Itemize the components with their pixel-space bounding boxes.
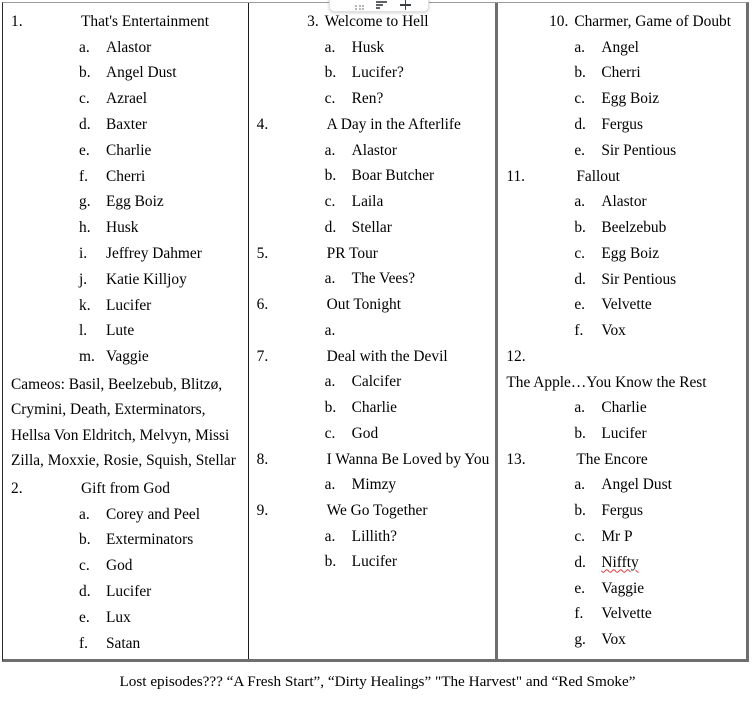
character-letter: d. xyxy=(79,582,91,600)
episode-item[interactable] xyxy=(257,241,490,267)
cameos-note: Cameos: Basil, Beelzebub, Blitzø, Crymini, Death, Exterminators, Hellsa Von Eldritch, Melvyn, Missi Zilla, Moxxie, Rosie, Squish, Stellar xyxy=(11,375,236,470)
character-name: Calcifer xyxy=(351,373,402,391)
character-name: Fergus xyxy=(601,115,643,133)
character-letter: i. xyxy=(79,244,88,262)
character-letter: c. xyxy=(324,193,336,211)
episode-number: 7. xyxy=(256,347,269,365)
character-item[interactable] xyxy=(11,267,242,293)
character-name: Lucifer xyxy=(351,553,397,571)
episode-item[interactable] xyxy=(257,498,490,524)
episode-number: 8. xyxy=(256,450,269,468)
character-item[interactable] xyxy=(11,164,242,190)
character-name: Charlie xyxy=(601,399,647,417)
character-letter: f. xyxy=(574,605,584,623)
character-item[interactable] xyxy=(257,369,490,395)
episode-item[interactable] xyxy=(506,447,740,473)
episode-title: Charmer, Game of Doubt xyxy=(574,13,732,30)
character-item[interactable] xyxy=(257,472,490,498)
character-item[interactable] xyxy=(506,601,740,627)
character-item[interactable] xyxy=(257,86,490,112)
character-item[interactable] xyxy=(506,138,740,164)
character-name: Stellar xyxy=(351,218,392,236)
character-letter: b. xyxy=(79,531,91,549)
character-name: Satan xyxy=(106,634,141,652)
character-letter: c. xyxy=(574,244,586,262)
character-item[interactable] xyxy=(11,605,242,631)
character-letter: d. xyxy=(574,553,586,571)
character-name: Vox xyxy=(601,322,626,340)
character-letter: e. xyxy=(79,141,90,159)
episode-title: That's Entertainment xyxy=(81,13,209,30)
character-name: Lucifer xyxy=(106,296,152,314)
character-name: Niffty xyxy=(601,553,639,571)
character-item[interactable] xyxy=(506,86,740,112)
episode-item[interactable] xyxy=(257,9,490,35)
episode-number: 1. xyxy=(11,13,23,30)
character-name: Lucifer xyxy=(106,582,152,600)
character-letter: e. xyxy=(574,579,586,597)
episode-number: 5. xyxy=(256,244,269,262)
character-letter: d. xyxy=(574,115,586,133)
character-letter: a. xyxy=(574,476,586,494)
character-letter: a. xyxy=(574,399,586,417)
character-item[interactable] xyxy=(11,215,242,241)
character-name: Baxter xyxy=(106,115,148,133)
character-item[interactable] xyxy=(11,60,242,86)
character-item[interactable] xyxy=(257,189,490,215)
character-letter: d. xyxy=(574,270,586,288)
character-name: Angel xyxy=(601,38,639,56)
character-name: Velvette xyxy=(601,605,652,623)
character-letter: b. xyxy=(324,64,337,82)
character-letter: g. xyxy=(79,193,91,211)
character-name: Charlie xyxy=(351,398,397,416)
character-letter: f. xyxy=(79,634,88,652)
character-item[interactable] xyxy=(11,502,242,528)
character-item[interactable] xyxy=(506,35,740,61)
character-item[interactable] xyxy=(506,241,740,267)
character-letter: d. xyxy=(79,115,91,133)
character-letter: f. xyxy=(79,167,88,185)
character-name: Alastor xyxy=(351,141,397,159)
episode-item[interactable] xyxy=(506,344,740,395)
episode-title: The Encore xyxy=(576,450,648,468)
character-name: Mimzy xyxy=(351,476,397,494)
character-item[interactable] xyxy=(257,215,490,241)
character-name: God xyxy=(351,424,379,442)
character-letter: e. xyxy=(574,296,586,314)
episode-title: Gift from God xyxy=(81,479,170,497)
character-name: Husk xyxy=(351,38,385,56)
character-name: Vox xyxy=(601,631,626,649)
text-align-left-icon[interactable] xyxy=(376,1,387,10)
episode-number: 9. xyxy=(256,501,269,519)
character-letter: a. xyxy=(324,476,336,494)
character-letter: a. xyxy=(324,141,336,159)
episode-number: 6. xyxy=(256,296,269,314)
character-letter: k. xyxy=(79,296,91,314)
character-letter: c. xyxy=(324,424,336,442)
floating-format-toolbar[interactable] xyxy=(329,0,429,12)
character-letter: f. xyxy=(574,322,584,340)
character-name: Lute xyxy=(106,322,135,340)
character-letter: c. xyxy=(574,90,586,108)
character-item[interactable] xyxy=(257,421,490,447)
episode-number: 11. xyxy=(506,167,526,185)
character-letter: b. xyxy=(574,502,586,520)
character-item[interactable] xyxy=(506,189,740,215)
character-name: Jeffrey Dahmer xyxy=(106,244,202,262)
character-name: Lillith? xyxy=(351,527,397,545)
character-item[interactable] xyxy=(11,241,242,267)
episode-title: We Go Together xyxy=(326,501,428,519)
character-letter: l. xyxy=(79,322,88,340)
character-letter: g. xyxy=(574,631,586,649)
character-item[interactable] xyxy=(11,35,242,61)
character-item[interactable] xyxy=(11,553,242,579)
character-name: Ren? xyxy=(351,90,384,108)
character-item[interactable] xyxy=(506,472,740,498)
character-name: Sir Pentious xyxy=(601,270,677,288)
character-item[interactable] xyxy=(506,576,740,602)
lost-episodes-note: Lost episodes??? “A Fresh Start”, “Dirty Healings” "The Harvest" and “Red Smoke” xyxy=(119,673,636,690)
character-item[interactable] xyxy=(11,293,242,319)
character-item[interactable] xyxy=(506,292,740,318)
character-name: Corey and Peel xyxy=(106,505,201,523)
episode-item[interactable] xyxy=(257,344,490,370)
character-name: The Vees? xyxy=(351,270,416,288)
character-item[interactable] xyxy=(11,318,242,344)
character-letter: a. xyxy=(574,193,586,211)
character-item[interactable] xyxy=(257,163,490,189)
character-item[interactable] xyxy=(506,395,740,421)
character-name: Beelzebub xyxy=(601,218,667,236)
character-name: Mr P xyxy=(601,527,633,545)
character-name: Egg Boiz xyxy=(106,193,164,211)
episode-title: PR Tour xyxy=(326,244,378,262)
character-name: Velvette xyxy=(601,296,652,314)
character-item[interactable] xyxy=(257,138,490,164)
drag-dots-icon[interactable] xyxy=(355,5,364,11)
character-letter: c. xyxy=(574,527,586,545)
character-item[interactable] xyxy=(506,524,740,550)
character-item[interactable] xyxy=(11,527,242,553)
character-letter: b. xyxy=(324,398,337,416)
character-name: Cherri xyxy=(601,64,641,82)
episode-title: Out Tonight xyxy=(326,296,401,314)
character-item[interactable] xyxy=(506,215,740,241)
character-item[interactable] xyxy=(257,549,490,575)
character-letter: e. xyxy=(574,141,586,159)
character-name: Cherri xyxy=(106,167,146,185)
character-letter: b. xyxy=(574,64,586,82)
character-letter: a. xyxy=(324,321,336,339)
character-name: Lucifer xyxy=(601,424,647,442)
character-item[interactable] xyxy=(11,112,242,138)
character-letter: c. xyxy=(324,90,336,108)
episode-number: 2. xyxy=(11,479,23,497)
character-letter: m. xyxy=(79,348,95,366)
character-name: God xyxy=(106,557,133,575)
character-item[interactable] xyxy=(11,631,242,657)
table-column-2 xyxy=(249,3,499,659)
character-item[interactable] xyxy=(11,579,242,605)
character-letter: a. xyxy=(79,38,90,56)
character-item[interactable] xyxy=(506,421,740,447)
character-name: Lux xyxy=(106,608,131,626)
character-name: Angel Dust xyxy=(601,476,672,494)
character-item[interactable] xyxy=(506,550,740,576)
episode-title: Fallout xyxy=(576,167,620,185)
episode-item[interactable] xyxy=(257,292,490,318)
character-letter: h. xyxy=(79,219,91,237)
episode-item[interactable] xyxy=(257,112,490,138)
episode-item[interactable] xyxy=(257,447,490,473)
character-letter: j. xyxy=(79,270,88,288)
episode-item[interactable] xyxy=(11,9,242,35)
character-item[interactable] xyxy=(506,267,740,293)
character-item[interactable] xyxy=(506,498,740,524)
character-item[interactable] xyxy=(11,138,242,164)
episode-number: 3. xyxy=(307,13,319,30)
character-letter: b. xyxy=(574,218,586,236)
episode-list-table xyxy=(2,2,749,662)
character-letter: a. xyxy=(324,373,336,391)
character-name: Alastor xyxy=(106,38,152,56)
episode-item[interactable] xyxy=(506,164,740,190)
character-letter: a. xyxy=(574,38,586,56)
character-item[interactable] xyxy=(11,86,242,112)
character-item[interactable] xyxy=(506,318,740,344)
character-letter: b. xyxy=(324,167,337,185)
episode-title: Welcome to Hell xyxy=(324,13,429,30)
episode-title: I Wanna Be Loved by You xyxy=(326,450,490,468)
episode-item[interactable] xyxy=(506,9,740,35)
character-name: Egg Boiz xyxy=(601,90,660,108)
character-name: Husk xyxy=(106,219,139,237)
character-name: Alastor xyxy=(601,193,647,211)
character-name: Charlie xyxy=(106,141,152,159)
episode-number: 12. xyxy=(506,347,526,365)
character-name: Fergus xyxy=(601,502,643,520)
character-name: Lucifer? xyxy=(351,64,404,82)
character-name: Exterminators xyxy=(106,531,194,549)
character-name: Angel Dust xyxy=(106,64,177,82)
character-letter: b. xyxy=(324,553,337,571)
episode-number: 4. xyxy=(256,115,269,133)
character-letter: d. xyxy=(324,218,337,236)
character-letter: a. xyxy=(324,270,336,288)
character-letter: a. xyxy=(324,527,336,545)
character-name: Vaggie xyxy=(601,579,645,597)
character-item[interactable] xyxy=(257,60,490,86)
character-letter: c. xyxy=(79,557,90,575)
episode-title: Deal with the Devil xyxy=(326,347,448,365)
character-letter: b. xyxy=(574,424,586,442)
character-letter: e. xyxy=(79,608,90,626)
episode-title: A Day in the Afterlife xyxy=(326,115,461,133)
character-name: Azrael xyxy=(106,90,148,108)
character-item[interactable] xyxy=(257,395,490,421)
episode-title: The Apple…You Know the Rest xyxy=(506,373,707,391)
character-item[interactable] xyxy=(506,60,740,86)
character-item[interactable] xyxy=(506,112,740,138)
character-letter: a. xyxy=(324,38,336,56)
character-item[interactable] xyxy=(11,189,242,215)
character-name: Egg Boiz xyxy=(601,244,660,262)
character-item[interactable] xyxy=(257,35,490,61)
character-item[interactable] xyxy=(257,318,490,344)
plus-icon[interactable] xyxy=(400,0,411,10)
character-name: Boar Butcher xyxy=(351,167,435,185)
character-name: Vaggie xyxy=(106,348,149,366)
character-item[interactable] xyxy=(506,627,740,653)
table-column-1 xyxy=(3,3,249,659)
character-letter: a. xyxy=(79,505,90,523)
character-name: Laila xyxy=(351,193,384,211)
episode-number: 10. xyxy=(549,13,569,30)
character-name: Katie Killjoy xyxy=(106,270,187,288)
character-letter: b. xyxy=(79,64,91,82)
episode-number: 13. xyxy=(506,450,526,468)
character-letter: c. xyxy=(79,90,90,108)
character-item[interactable] xyxy=(257,266,490,292)
episode-item[interactable] xyxy=(11,476,242,502)
character-item[interactable] xyxy=(257,524,490,550)
table-column-3 xyxy=(498,3,746,659)
character-item[interactable] xyxy=(11,344,242,370)
character-name: Sir Pentious xyxy=(601,141,677,159)
